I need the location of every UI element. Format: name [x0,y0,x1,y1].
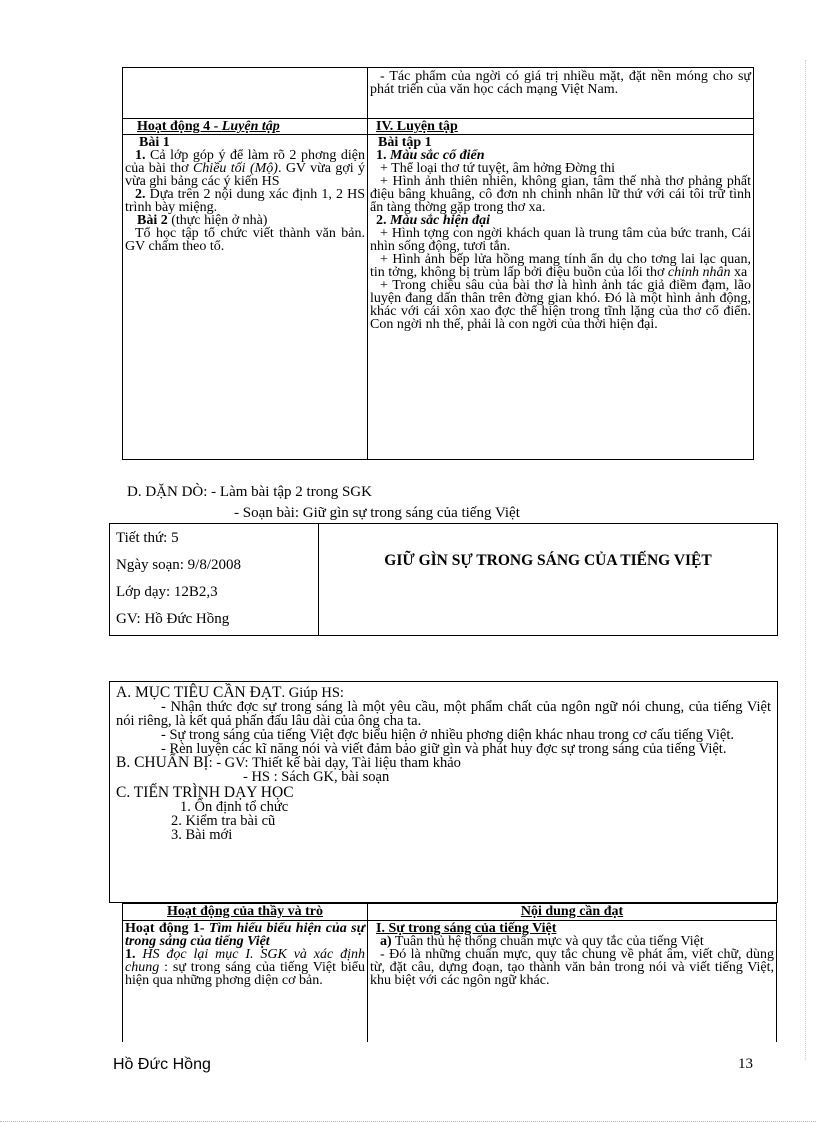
objectives-a-heading [116,686,771,700]
bai2-label: Bài 2 [137,213,168,228]
point-a-detail: - Đó là những chuẩn mực, quy tắc chung về phát âm, viết chữ, dùng từ, đặt câu, dựng đoạn, tạo thành văn bản trong nói và viết tiếng Việt, khu biệt với các ngôn ngữ khác. [370,947,774,988]
bottom-table-header-right [367,903,777,921]
lesson-title: GIỮ GÌN SỰ TRONG SÁNG CỦA TIẾNG VIỆT [384,552,712,569]
activity1-label: Hoạt động 1- [125,921,209,936]
activity4-italic: Luyện tập [221,119,280,134]
h1-text: Màu sắc cổ điển [386,148,485,163]
modern-point-2 [370,253,751,279]
teacher-student-header: Hoạt động của thầy và trò [167,904,323,919]
top-table-body-right [367,134,754,460]
item1-text-b: . GV vừa gợi ý vừa ghi bảng các ý kiến HS [125,161,366,189]
homework-line-1 [127,482,687,503]
modern-point-2-b: xa [730,265,748,280]
modern-point-2-a: + Hình ảnh bếp lửa hồng mang tính ẩn dụ cho tơng lai lạc quan, tin tởng, không bị trùm lấp bởi điệu buồn của lối thơ [370,252,751,280]
objective-2: - Sự trong sáng của tiếng Việt đợc biểu hiện ở nhiều phơng diện khác nhau trong cơ cấu tiếng Việt. [161,727,735,743]
baitap1-label: Bài tập 1 [378,135,432,150]
point-a-text: Tuân thủ hệ thống chuẩn mực và quy tắc của tiếng Việt [391,934,704,949]
right-margin-dots [805,60,806,1060]
process-heading: C. TIẾN TRÌNH DẠY HỌC [116,784,294,801]
step-italic: HS đọc lại mục I. SGK và xác định chung [125,947,365,975]
bottom-table-header-left [122,903,368,921]
objectives-a-label: A. MỤC TIÊU CẦN ĐẠT [116,684,282,701]
section-i-title: I. Sự trong sáng của tiếng Việt [376,921,557,936]
footer-author: Hồ Đức Hồng [113,1056,211,1073]
item2-num: 2. [135,187,146,202]
activity1-title [125,922,365,948]
lesson-info-left [109,523,319,636]
modern-point-3: + Trong chiều sâu của bài thơ là hình ảnh tác giả điềm đạm, lão luyện đang dấn thân trên đờng gian khó. Đó là một hình ảnh động, khác với cái xôn xao đợc thể hiện trong tĩnh lặng của thơ cổ điển. Con ngời nh thế, phải là con ngời của thời hiện đại. [370,278,751,332]
page-number: 13 [738,1056,753,1072]
preparation-teacher: : - GV: Thiết kế bài dạy, Tài liệu tham khảo [208,755,461,771]
lesson-class: Lớp dạy: 12B2,3 [116,584,218,600]
top-table-header-right [367,118,754,135]
preparation-line-1 [116,756,771,770]
top-table-header-left [122,118,368,135]
preparation-label: B. CHUẨN BỊ [116,754,209,771]
bottom-table-body-right [367,920,777,1042]
activity1-step [125,948,365,987]
lesson-period: Tiết thứ: 5 [116,530,179,546]
top-table-row1-right [367,67,754,119]
lesson-date: Ngày soạn: 9/8/2008 [116,557,241,573]
content-header: Nội dung cần đạt [520,904,624,919]
section-iv-title: IV. Luyện tập [376,119,458,134]
step-rest: : sự trong sáng của tiếng Việt biểu hiện qua những phơng diện cơ bản. [125,960,365,988]
item1-num: 1. [135,148,146,163]
activity1-italic: Tìm hiểu biểu hiện của sự trong sáng của tiếng Việt [125,921,365,949]
step-num: 1. [125,947,136,962]
activity4-title [137,119,280,134]
item1-poem: Chiều tối (Mộ) [192,161,278,176]
h2-num: 2. [376,213,387,228]
objective-1: - Nhận thức đợc sự trong sáng là một yêu cầu, một phẩm chất của ngôn ngữ nói chung, của tiếng Việt nói riêng, là kết quả phấn đấu lâu dài của ông cha ta. [116,699,771,729]
point-a-label: a) [380,934,392,949]
bai2-note: (thực hiện ở nhà) [167,213,268,228]
objective-3: - Rèn luyện các kĩ năng nói và viết đảm bảo giữ gìn và phát huy đợc sự trong sáng của tiếng Việt. [161,741,727,757]
homework-section [127,482,687,524]
objectives-box [109,681,778,903]
bottom-table-body-left [122,920,368,1042]
homework-task-2: - Soạn bài: Giữ gìn sự trong sáng của tiếng Việt [234,505,520,521]
objectives-a-suffix: . Giúp HS: [281,685,344,701]
bai2-text: Tổ học tập tổ chức viết thành văn bản. GV chấm theo tổ. [125,226,365,254]
lesson-teacher: GV: Hồ Đức Hồng [116,611,230,627]
process-step-1: 1. Ổn định tổ chức [180,799,289,815]
top-table-body-left [122,134,368,460]
bai1-item2 [125,188,365,214]
homework-label: D. DẶN DÒ [127,484,204,500]
item1-text-a: Cả lớp góp ý để làm rõ 2 phơng diện của bài thơ [125,148,365,176]
h1-num: 1. [376,148,387,163]
bai1-label: Bài 1 [139,135,170,150]
bai1-item1 [125,149,365,188]
modern-point-1: + Hình tợng con ngời khách quan là trung tâm của bức tranh, Cái nhìn sống động, tươi tắn. [370,226,751,254]
activity4-label: Hoạt động 4 - [137,119,222,134]
modern-point-2-italic: chinh nhân [667,265,731,280]
lesson-info-right [318,523,778,636]
top-table-row1-left [122,67,368,119]
classical-point-1: + Thể loại thơ tứ tuyệt, âm hởng Đờng thi [380,161,615,176]
process-step-3: 3. Bài mới [171,827,233,843]
page-bottom-border [0,1121,816,1122]
classical-point-2: + Hình ảnh thiên nhiên, không gian, tâm thế nhà thơ phảng phất điệu bâng khuâng, cô đơn nh chinh nhân lữ thứ với cái tôi trữ tình ẩn tàng thờng gặp trong thơ xa. [370,174,751,215]
preparation-student: - HS : Sách GK, bài soạn [243,769,390,785]
item2-text: Dựa trên 2 nội dung xác định 1, 2 HS trình bày miệng. [125,187,365,215]
h2-text: Màu sắc hiện đại [386,213,490,228]
homework-task-1: : - Làm bài tập 2 trong SGK [203,484,372,500]
conclusion-text: - Tác phẩm của ngời có giá trị nhiều mặt, đặt nền móng cho sự phát triển của văn học cách mạng Việt Nam. [370,69,751,97]
process-step-2: 2. Kiểm tra bài cũ [171,813,276,829]
